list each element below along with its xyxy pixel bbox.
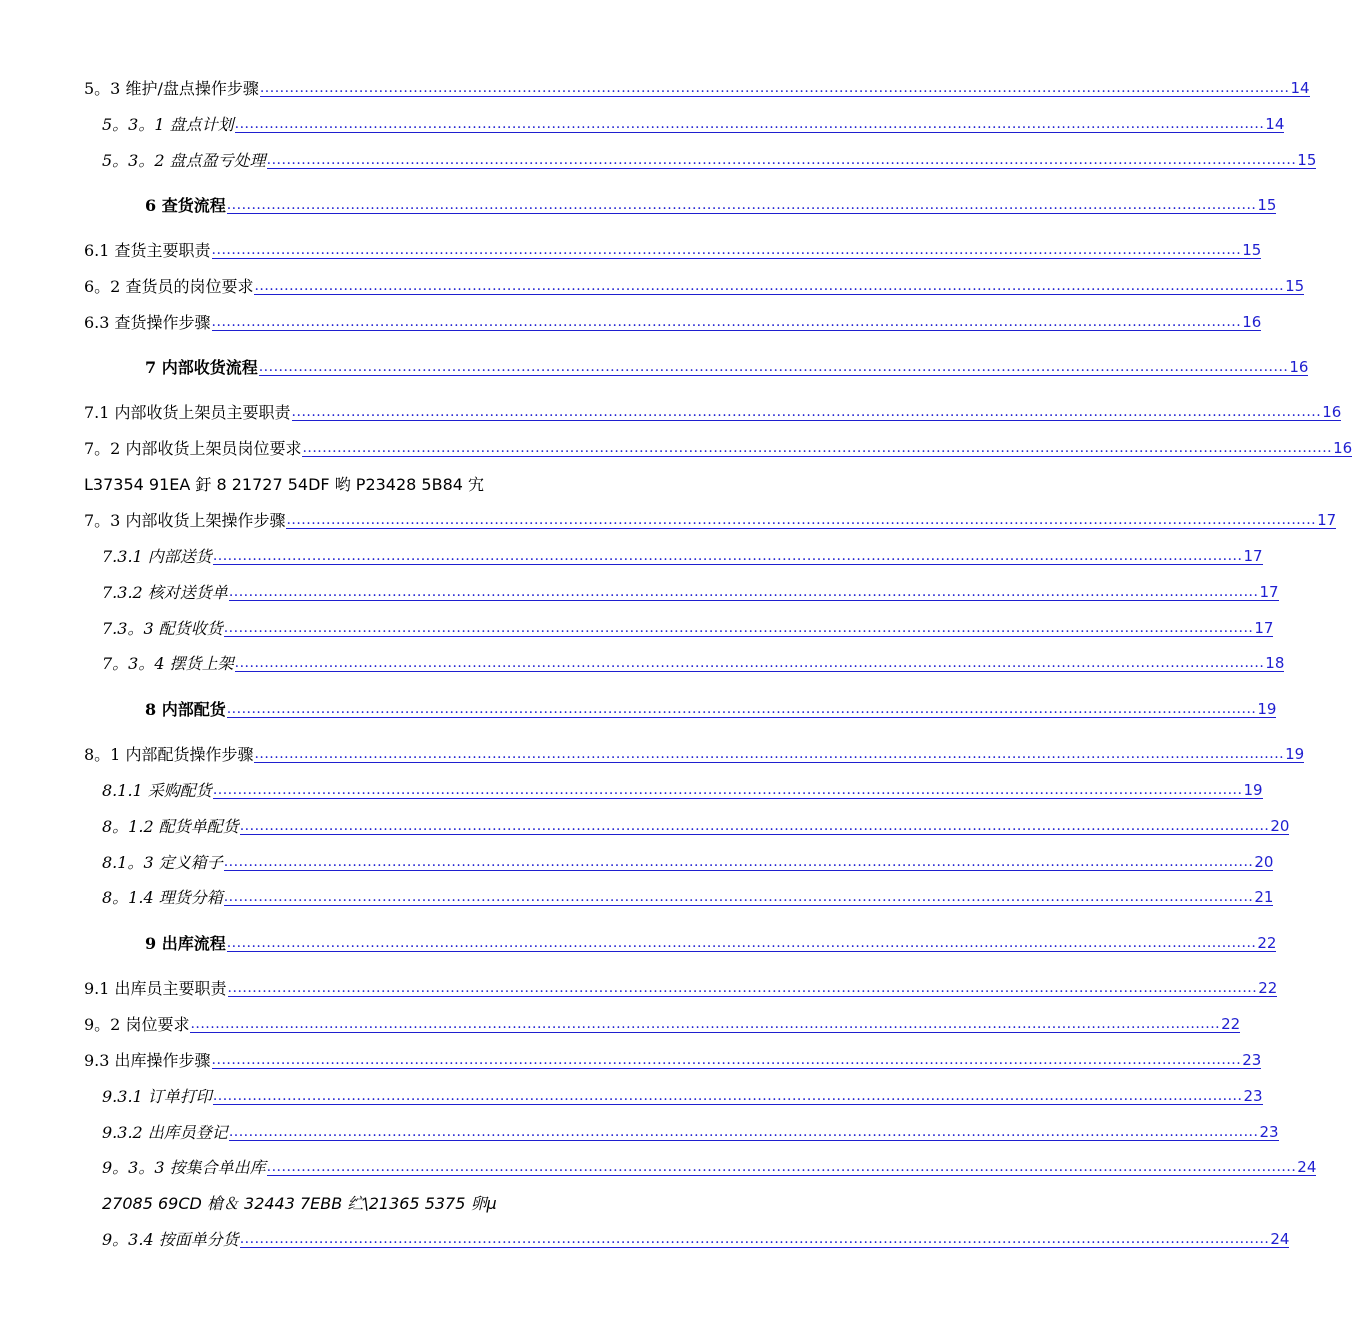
- toc-page-number[interactable]: 15: [1257, 196, 1277, 214]
- toc-entry[interactable]: [0, 1083, 1263, 1107]
- toc-page-number[interactable]: 21: [1254, 888, 1274, 906]
- toc-page-number[interactable]: 23: [1259, 1123, 1279, 1141]
- dot-leader: ................................................................................................................................................................................................................: [226, 197, 1257, 213]
- toc-page-number[interactable]: 16: [1322, 403, 1342, 421]
- dot-leader: ................................................................................................................................................................................................................: [266, 1159, 1297, 1175]
- toc-entry[interactable]: [0, 75, 1310, 99]
- toc-entry-title: 7。3 内部收货上架操作步骤: [84, 511, 286, 530]
- dot-leader: ................................................................................................................................................................................................................: [234, 655, 1265, 671]
- toc-entry-title: 7.3。3 配货收货: [102, 619, 223, 638]
- toc-entry[interactable]: [0, 1011, 1241, 1035]
- dot-leader: ................................................................................................................................................................................................................: [212, 548, 1243, 564]
- toc-chapter-title: 7 内部收货流程: [145, 358, 258, 377]
- toc-page-number[interactable]: 22: [1257, 934, 1277, 952]
- toc-entry-title: 6。2 查货员的岗位要求: [84, 277, 254, 296]
- toc-chapter-title: 8 内部配货: [145, 700, 226, 719]
- dot-leader: ................................................................................................................................................................................................................: [234, 116, 1265, 132]
- toc-entry-title: 7.1 内部收货上架员主要职责: [84, 403, 291, 422]
- toc-entry[interactable]: [0, 650, 1285, 674]
- toc-chapter-entry[interactable]: [0, 192, 1277, 216]
- toc-chapter-entry[interactable]: [0, 930, 1277, 954]
- toc-page-number[interactable]: 22: [1258, 979, 1278, 997]
- toc-entry[interactable]: [0, 1119, 1279, 1143]
- dot-leader: ................................................................................................................................................................................................................: [254, 278, 1285, 294]
- toc-entry-title: 7。2 内部收货上架员岗位要求: [84, 439, 302, 458]
- toc-entry-title: 5。3 维护/盘点操作步骤: [84, 79, 259, 98]
- toc-entry[interactable]: [0, 1226, 1290, 1250]
- dot-leader: ................................................................................................................................................................................................................: [266, 152, 1297, 168]
- dot-leader: ................................................................................................................................................................................................................: [239, 818, 1270, 834]
- toc-entry-title: 7。3。4 摆货上架: [102, 654, 234, 673]
- toc-entry-title: 6.3 查货操作步骤: [84, 313, 211, 332]
- toc-page-number[interactable]: 24: [1270, 1230, 1290, 1248]
- toc-page-number[interactable]: 15: [1285, 277, 1305, 295]
- toc-entry-title: 5。3。2 盘点盈亏处理: [102, 151, 266, 170]
- toc-entry[interactable]: [0, 1154, 1317, 1178]
- dot-leader: ................................................................................................................................................................................................................: [190, 1016, 1221, 1032]
- toc-page-number[interactable]: 22: [1221, 1015, 1241, 1033]
- toc-page-number[interactable]: 24: [1297, 1158, 1317, 1176]
- toc-page-number[interactable]: 19: [1285, 745, 1305, 763]
- toc-entry[interactable]: [0, 435, 1352, 459]
- dot-leader: ................................................................................................................................................................................................................: [228, 1124, 1259, 1140]
- dot-leader: ................................................................................................................................................................................................................: [226, 701, 1257, 717]
- dot-leader: ................................................................................................................................................................................................................: [291, 404, 1322, 420]
- toc-entry-title: 8。1.2 配货单配货: [102, 817, 239, 836]
- toc-page-number[interactable]: 16: [1242, 313, 1262, 331]
- toc-entry-title: 9.3.1 订单打印: [102, 1087, 212, 1106]
- dot-leader: ................................................................................................................................................................................................................: [226, 935, 1257, 951]
- dot-leader: ................................................................................................................................................................................................................: [302, 440, 1333, 456]
- dot-leader: ................................................................................................................................................................................................................: [259, 80, 1290, 96]
- toc-entry[interactable]: [0, 147, 1317, 171]
- toc-entry[interactable]: [0, 237, 1262, 261]
- toc-page-number[interactable]: 20: [1254, 853, 1274, 871]
- toc-entry-title: 9.1 出库员主要职责: [84, 979, 227, 998]
- toc-entry-title: 9。3.4 按面单分货: [102, 1230, 239, 1249]
- garbled-text-line: L37354 91EA 釪 8 21727 54DF 哟 P23428 5B84 宄: [84, 475, 485, 494]
- dot-leader: ................................................................................................................................................................................................................: [227, 980, 1258, 996]
- toc-entry[interactable]: [0, 543, 1263, 567]
- toc-entry-title: 7.3.1 内部送货: [102, 547, 212, 566]
- toc-entry[interactable]: [0, 507, 1337, 531]
- toc-entry[interactable]: [0, 975, 1278, 999]
- toc-entry[interactable]: [0, 111, 1285, 135]
- toc-entry-title: 5。3。1 盘点计划: [102, 115, 234, 134]
- toc-entry[interactable]: [0, 884, 1274, 908]
- dot-leader: ................................................................................................................................................................................................................: [254, 746, 1285, 762]
- toc-page-number[interactable]: 16: [1333, 439, 1352, 457]
- toc-entry[interactable]: [0, 579, 1279, 603]
- dot-leader: ................................................................................................................................................................................................................: [211, 1052, 1242, 1068]
- toc-entry-title: 9。3。3 按集合单出库: [102, 1158, 266, 1177]
- toc-entry-title: 9。2 岗位要求: [84, 1015, 190, 1034]
- toc-entry[interactable]: [0, 1047, 1262, 1071]
- dot-leader: ................................................................................................................................................................................................................: [211, 242, 1242, 258]
- dot-leader: ................................................................................................................................................................................................................: [212, 782, 1243, 798]
- toc-entry[interactable]: [0, 399, 1342, 423]
- garbled-text-line: 27085 69CD 槍＆ 32443 7EBB 纻\21365 5375 卵µ: [102, 1194, 497, 1213]
- dot-leader: ................................................................................................................................................................................................................: [223, 854, 1254, 870]
- toc-entry[interactable]: [0, 741, 1305, 765]
- toc-entry-title: 6.1 查货主要职责: [84, 241, 211, 260]
- toc-page-number[interactable]: 17: [1259, 583, 1279, 601]
- toc-page-number[interactable]: 17: [1243, 547, 1263, 565]
- toc-page-number[interactable]: 14: [1290, 79, 1310, 97]
- dot-leader: ................................................................................................................................................................................................................: [228, 584, 1259, 600]
- toc-page-number[interactable]: 18: [1265, 654, 1285, 672]
- toc-entry-title: 8。1 内部配货操作步骤: [84, 745, 254, 764]
- toc-chapter-title: 9 出库流程: [145, 934, 226, 953]
- toc-entry-title: 9.3.2 出库员登记: [102, 1123, 228, 1142]
- dot-leader: ................................................................................................................................................................................................................: [223, 620, 1254, 636]
- toc-page-number[interactable]: 17: [1254, 619, 1274, 637]
- toc-entry[interactable]: [0, 849, 1274, 873]
- toc-entry-title: 7.3.2 核对送货单: [102, 583, 228, 602]
- toc-page-number[interactable]: 23: [1243, 1087, 1263, 1105]
- toc-chapter-entry[interactable]: [0, 696, 1277, 720]
- dot-leader: ................................................................................................................................................................................................................: [212, 1088, 1243, 1104]
- toc-page-number[interactable]: 15: [1297, 151, 1317, 169]
- toc-entry-title: 9.3 出库操作步骤: [84, 1051, 211, 1070]
- toc-chapter-entry[interactable]: [0, 354, 1309, 378]
- toc-page-number[interactable]: 15: [1242, 241, 1262, 259]
- toc-page-number[interactable]: 20: [1270, 817, 1290, 835]
- toc-entry-title: 8.1.1 采购配货: [102, 781, 212, 800]
- dot-leader: ................................................................................................................................................................................................................: [211, 314, 1242, 330]
- toc-page-number[interactable]: 23: [1242, 1051, 1262, 1069]
- toc-entry-title: 8.1。3 定义箱子: [102, 853, 223, 872]
- dot-leader: ................................................................................................................................................................................................................: [239, 1231, 1270, 1247]
- dot-leader: ................................................................................................................................................................................................................: [223, 889, 1254, 905]
- toc-page-number[interactable]: 19: [1243, 781, 1263, 799]
- toc-entry[interactable]: [0, 273, 1305, 297]
- toc-entry[interactable]: [0, 615, 1274, 639]
- toc-entry[interactable]: [0, 813, 1290, 837]
- toc-page-number[interactable]: 14: [1265, 115, 1285, 133]
- toc-entry[interactable]: [0, 309, 1262, 333]
- toc-entry-title: 8。1.4 理货分箱: [102, 888, 223, 907]
- toc-page-number[interactable]: 19: [1257, 700, 1277, 718]
- toc-page-number[interactable]: 17: [1317, 511, 1337, 529]
- toc-page-number[interactable]: 16: [1289, 358, 1309, 376]
- dot-leader: ................................................................................................................................................................................................................: [286, 512, 1317, 528]
- toc-entry[interactable]: [0, 777, 1263, 801]
- dot-leader: ................................................................................................................................................................................................................: [258, 359, 1289, 375]
- toc-chapter-title: 6 查货流程: [145, 196, 226, 215]
